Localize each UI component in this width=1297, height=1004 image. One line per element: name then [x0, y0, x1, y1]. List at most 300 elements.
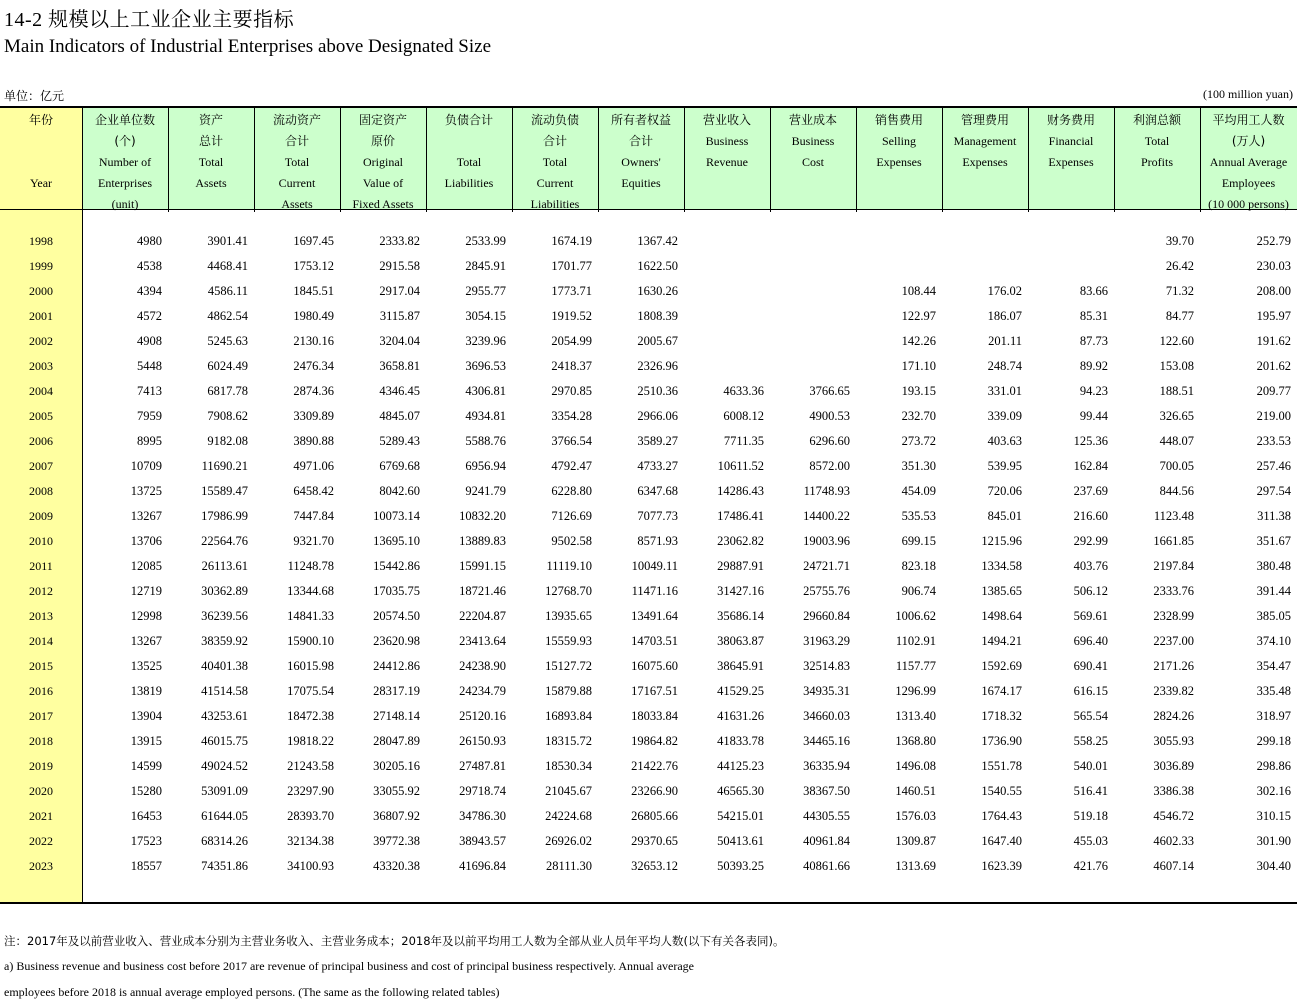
- table-cell: 5245.63: [207, 334, 248, 348]
- table-cell: 19003.96: [803, 534, 850, 548]
- column-header: [0, 110, 82, 210]
- table-cell: 699.15: [901, 534, 936, 548]
- table-cell: 13344.68: [287, 584, 334, 598]
- table-cell: 310.15: [1256, 809, 1291, 823]
- table-cell: 24224.68: [545, 809, 592, 823]
- year-cell: 2019: [29, 759, 53, 773]
- table-cell: 1215.96: [981, 534, 1022, 548]
- column-header-line: [426, 131, 512, 152]
- table-cell: 27487.81: [459, 759, 506, 773]
- table-cell: 17523: [130, 834, 162, 848]
- column-header-line: Year: [29, 176, 53, 190]
- table-cell: 46015.75: [201, 734, 248, 748]
- table-cell: 50413.61: [717, 834, 764, 848]
- table-cell: 1808.39: [637, 309, 678, 323]
- table-cell: 9182.08: [207, 434, 248, 448]
- table-cell: 191.62: [1256, 334, 1291, 348]
- table-cell: 38943.57: [459, 834, 506, 848]
- column-header-line: Selling: [881, 134, 916, 148]
- table-cell: 9321.70: [293, 534, 334, 548]
- table-cell: 6769.68: [379, 459, 420, 473]
- table-cell: 4572: [137, 309, 162, 323]
- table-cell: 403.63: [987, 434, 1022, 448]
- table-cell: 4306.81: [465, 384, 506, 398]
- table-cell: 40961.84: [803, 834, 850, 848]
- table-cell: 29718.74: [459, 784, 506, 798]
- column-header-line: 资产: [198, 113, 223, 127]
- table-cell: 1102.91: [895, 634, 936, 648]
- table-cell: 26926.02: [545, 834, 592, 848]
- table-cell: 14841.33: [287, 609, 334, 623]
- table-cell: 3766.65: [809, 384, 850, 398]
- table-cell: 22204.87: [459, 609, 506, 623]
- column-header-line: Cost: [801, 155, 824, 169]
- table-cell: 4980: [137, 234, 162, 248]
- column-header-line: 营业成本: [788, 113, 837, 127]
- table-cell: 15589.47: [201, 484, 248, 498]
- table-cell: 1313.69: [895, 859, 936, 873]
- table-row: [0, 829, 1297, 854]
- table-cell: 15991.15: [459, 559, 506, 573]
- table-cell: 391.44: [1256, 584, 1291, 598]
- table-cell: 1494.21: [981, 634, 1022, 648]
- column-header-line: 年份: [28, 113, 53, 127]
- table-cell: 13725: [130, 484, 162, 498]
- table-cell: 39.70: [1165, 234, 1194, 248]
- table-row: [0, 729, 1297, 754]
- table-cell: 28393.70: [287, 809, 334, 823]
- column-header: [1114, 110, 1200, 210]
- table-row: [0, 429, 1297, 454]
- column-divider: [82, 106, 83, 904]
- column-header-line: 负债合计: [444, 113, 493, 127]
- table-cell: 2533.99: [465, 234, 506, 248]
- table-cell: 3239.96: [465, 334, 506, 348]
- table-cell: 28111.30: [546, 859, 592, 873]
- year-cell: 2008: [29, 484, 53, 498]
- column-header-line: (个): [114, 134, 136, 148]
- table-cell: 41631.26: [717, 709, 764, 723]
- column-header-line: Value of: [362, 176, 404, 190]
- table-cell: 1736.90: [981, 734, 1022, 748]
- table-cell: 11248.78: [287, 559, 334, 573]
- table-cell: 506.12: [1073, 584, 1108, 598]
- table-cell: 230.03: [1256, 259, 1291, 273]
- table-cell: 7413: [137, 384, 162, 398]
- table-cell: 13267: [130, 509, 162, 523]
- table-cell: 21045.67: [545, 784, 592, 798]
- table-cell: 17167.51: [631, 684, 678, 698]
- table-cell: 4908: [137, 334, 162, 348]
- table-cell: 5588.76: [465, 434, 506, 448]
- table-cell: 299.18: [1256, 734, 1291, 748]
- table-cell: 2917.04: [379, 284, 420, 298]
- column-header: [168, 110, 254, 210]
- table-cell: 1674.17: [981, 684, 1022, 698]
- column-header: [1200, 110, 1297, 210]
- table-cell: 25755.76: [803, 584, 850, 598]
- table-cell: 209.77: [1256, 384, 1291, 398]
- table-cell: 7959: [137, 409, 162, 423]
- table-cell: 1773.71: [551, 284, 592, 298]
- table-cell: 13915: [130, 734, 162, 748]
- table-cell: 297.54: [1256, 484, 1291, 498]
- column-header-line: Expenses: [876, 155, 922, 169]
- year-cell: 2013: [29, 609, 53, 623]
- table-row: [0, 529, 1297, 554]
- column-header-line: Business: [791, 134, 835, 148]
- table-cell: 35686.14: [717, 609, 764, 623]
- column-header-line: 合计: [284, 134, 309, 148]
- table-cell: 201.62: [1256, 359, 1291, 373]
- table-cell: 14599: [130, 759, 162, 773]
- table-cell: 4394: [137, 284, 162, 298]
- column-header: [942, 110, 1028, 210]
- column-header-line: 总计: [198, 134, 223, 148]
- table-cell: 32134.38: [287, 834, 334, 848]
- table-cell: 83.66: [1079, 284, 1108, 298]
- table-cell: 6956.94: [465, 459, 506, 473]
- table-cell: 41833.78: [717, 734, 764, 748]
- table-row: [0, 579, 1297, 604]
- table-row: [0, 779, 1297, 804]
- table-cell: 3204.04: [379, 334, 420, 348]
- table-row: [0, 704, 1297, 729]
- table-cell: 13889.83: [459, 534, 506, 548]
- table-cell: 1919.52: [551, 309, 592, 323]
- table-cell: 558.25: [1073, 734, 1108, 748]
- footnote-cn: 注：2017年及以前营业收入、营业成本分别为主营业务收入、主营业务成本；2018年及以前平均用工人数为全部从业人员年平均人数(以下有关各表同)。: [4, 934, 785, 948]
- table-cell: 6024.49: [207, 359, 248, 373]
- table-cell: 9241.79: [465, 484, 506, 498]
- table-row: [0, 229, 1297, 254]
- table-cell: 2476.34: [293, 359, 334, 373]
- table-row: [0, 329, 1297, 354]
- table-cell: 216.60: [1073, 509, 1108, 523]
- table-cell: 2328.99: [1153, 609, 1194, 623]
- column-header-line: 财务费用: [1046, 113, 1095, 127]
- year-cell: 1998: [29, 234, 53, 248]
- table-cell: 44305.55: [803, 809, 850, 823]
- table-cell: 4546.72: [1153, 809, 1194, 823]
- table-cell: 18315.72: [545, 734, 592, 748]
- table-cell: 10709: [130, 459, 162, 473]
- table-cell: 519.18: [1073, 809, 1108, 823]
- table-row: [0, 504, 1297, 529]
- table-row: [0, 554, 1297, 579]
- year-cell: 2009: [29, 509, 53, 523]
- column-header-line: Equities: [621, 176, 661, 190]
- table-row: [0, 479, 1297, 504]
- column-header-line: 销售费用: [874, 113, 923, 127]
- table-cell: 208.00: [1256, 284, 1291, 298]
- table-cell: 7447.84: [293, 509, 334, 523]
- column-header-line: 所有者权益: [610, 113, 671, 127]
- year-cell: 2012: [29, 584, 53, 598]
- table-cell: 2955.77: [465, 284, 506, 298]
- table-cell: 34100.93: [287, 859, 334, 873]
- table-cell: 13695.10: [373, 534, 420, 548]
- table-cell: 43320.38: [373, 859, 420, 873]
- column-header-line: Owners': [621, 155, 661, 169]
- table-cell: 3354.28: [551, 409, 592, 423]
- column-header-line: (10 000 persons): [1208, 197, 1289, 211]
- table-cell: 195.97: [1256, 309, 1291, 323]
- table-cell: 302.16: [1256, 784, 1291, 798]
- table-cell: 71.32: [1165, 284, 1194, 298]
- column-header-line: Employees: [1221, 176, 1276, 190]
- table-cell: 31963.29: [803, 634, 850, 648]
- table-cell: 2874.36: [293, 384, 334, 398]
- table-cell: 38063.87: [717, 634, 764, 648]
- table-cell: 24234.79: [459, 684, 506, 698]
- table-cell: 4934.81: [465, 409, 506, 423]
- column-header-line: Expenses: [1048, 155, 1094, 169]
- year-cell: 2004: [29, 384, 53, 398]
- table-cell: 16453: [130, 809, 162, 823]
- table-row: [0, 254, 1297, 279]
- table-cell: 1718.32: [981, 709, 1022, 723]
- table-cell: 4538: [137, 259, 162, 273]
- table-cell: 2966.06: [637, 409, 678, 423]
- table-cell: 311.38: [1257, 509, 1291, 523]
- column-header-line: 利润总额: [1132, 113, 1181, 127]
- column-header-line: Annual Average: [1209, 155, 1288, 169]
- table-row: [0, 404, 1297, 429]
- column-header: [1028, 110, 1114, 210]
- table-cell: 87.73: [1079, 334, 1108, 348]
- table-cell: 1592.69: [981, 659, 1022, 673]
- table-cell: 23266.90: [631, 784, 678, 798]
- column-header-line: Total: [284, 155, 310, 169]
- column-header: [82, 110, 168, 210]
- table-cell: 2171.26: [1153, 659, 1194, 673]
- column-header: [340, 110, 426, 210]
- table-cell: 1123.48: [1153, 509, 1194, 523]
- table-cell: 19864.82: [631, 734, 678, 748]
- table-cell: 11748.93: [803, 484, 850, 498]
- table-cell: 26.42: [1165, 259, 1194, 273]
- column-header-line: Profits: [1140, 155, 1173, 169]
- indicators-table: [0, 106, 1297, 904]
- table-cell: 700.05: [1159, 459, 1194, 473]
- year-cell: 2021: [29, 809, 53, 823]
- table-cell: 354.47: [1256, 659, 1291, 673]
- table-cell: 41529.25: [717, 684, 764, 698]
- table-cell: 1460.51: [895, 784, 936, 798]
- table-cell: 12085: [130, 559, 162, 573]
- table-cell: 1368.80: [895, 734, 936, 748]
- column-header-line: 流动资产: [272, 113, 321, 127]
- table-cell: 4607.14: [1153, 859, 1194, 873]
- table-cell: 34935.31: [803, 684, 850, 698]
- table-cell: 13706: [130, 534, 162, 548]
- table-cell: 6228.80: [551, 484, 592, 498]
- table-cell: 455.03: [1073, 834, 1108, 848]
- year-cell: 2002: [29, 334, 53, 348]
- footnote-en-line-1: a) Business revenue and business cost before 2017 are revenue of principal business and cost of principal business respectively. Annual average: [4, 959, 695, 973]
- column-header: [684, 110, 770, 210]
- table-cell: 232.70: [901, 409, 936, 423]
- table-cell: 237.69: [1073, 484, 1108, 498]
- table-cell: 1385.65: [981, 584, 1022, 598]
- column-header-line: 合计: [628, 134, 653, 148]
- column-header-line: Enterprises: [98, 176, 152, 190]
- table-cell: 19818.22: [287, 734, 334, 748]
- table-cell: 32514.83: [803, 659, 850, 673]
- table-cell: 186.07: [987, 309, 1022, 323]
- column-header-line: 平均用工人数: [1212, 113, 1285, 127]
- table-cell: 26150.93: [459, 734, 506, 748]
- table-cell: 1496.08: [895, 759, 936, 773]
- table-cell: 2824.26: [1153, 709, 1194, 723]
- table-cell: 17035.75: [373, 584, 420, 598]
- table-cell: 36335.94: [803, 759, 850, 773]
- table-cell: 9502.58: [551, 534, 592, 548]
- table-cell: 616.15: [1073, 684, 1108, 698]
- table-cell: 33055.92: [373, 784, 420, 798]
- table-cell: 188.51: [1159, 384, 1194, 398]
- table-cell: 4971.06: [293, 459, 334, 473]
- year-cell: 2017: [29, 709, 53, 723]
- table-cell: 292.99: [1073, 534, 1108, 548]
- table-cell: 13267: [130, 634, 162, 648]
- table-cell: 233.53: [1256, 434, 1291, 448]
- table-cell: 38645.91: [717, 659, 764, 673]
- table-cell: 304.40: [1256, 859, 1291, 873]
- table-cell: 12719: [130, 584, 162, 598]
- table-cell: 13904: [130, 709, 162, 723]
- table-cell: 3901.41: [207, 234, 248, 248]
- table-cell: 3658.81: [379, 359, 420, 373]
- column-header: [598, 110, 684, 210]
- table-cell: 4602.33: [1153, 834, 1194, 848]
- table-cell: 2915.58: [379, 259, 420, 273]
- table-cell: 13525: [130, 659, 162, 673]
- table-cell: 11690.21: [201, 459, 248, 473]
- table-cell: 1622.50: [637, 259, 678, 273]
- table-cell: 18557: [130, 859, 162, 873]
- table-cell: 6008.12: [723, 409, 764, 423]
- table-cell: 22564.76: [201, 534, 248, 548]
- year-cell: 2003: [29, 359, 53, 373]
- table-cell: 565.54: [1073, 709, 1108, 723]
- table-cell: 23297.90: [287, 784, 334, 798]
- table-row: [0, 754, 1297, 779]
- table-cell: 454.09: [901, 484, 936, 498]
- table-cell: 54215.01: [717, 809, 764, 823]
- column-header-line: Current: [278, 176, 316, 190]
- table-cell: 38367.50: [803, 784, 850, 798]
- table-cell: 17986.99: [201, 509, 248, 523]
- table-cell: 2326.96: [637, 359, 678, 373]
- table-cell: 2130.16: [293, 334, 334, 348]
- table-cell: 273.72: [901, 434, 936, 448]
- table-cell: 21243.58: [287, 759, 334, 773]
- table-cell: 15879.88: [545, 684, 592, 698]
- table-cell: 28317.19: [373, 684, 420, 698]
- table-row: [0, 304, 1297, 329]
- table-cell: 1551.78: [981, 759, 1022, 773]
- column-header-line: 固定资产: [358, 113, 407, 127]
- table-cell: 335.48: [1256, 684, 1291, 698]
- table-cell: 24238.90: [459, 659, 506, 673]
- table-cell: 11119.10: [546, 559, 592, 573]
- table-cell: 3890.88: [293, 434, 334, 448]
- column-header-line: 营业收入: [702, 113, 751, 127]
- table-cell: 13819: [130, 684, 162, 698]
- year-cell: 2015: [29, 659, 53, 673]
- column-header-line: (万人): [1231, 134, 1266, 148]
- table-cell: 1630.26: [637, 284, 678, 298]
- year-cell: 2007: [29, 459, 53, 473]
- column-header-line: Revenue: [706, 155, 748, 169]
- table-cell: 7711.35: [723, 434, 764, 448]
- table-cell: 351.30: [901, 459, 936, 473]
- year-cell: 2001: [29, 309, 53, 323]
- year-cell: 1999: [29, 259, 53, 273]
- column-header: [856, 110, 942, 210]
- table-cell: 14703.51: [631, 634, 678, 648]
- table-cell: 10832.20: [459, 509, 506, 523]
- column-header-line: Fixed Assets: [352, 197, 414, 211]
- year-cell: 2018: [29, 734, 53, 748]
- table-cell: 1576.03: [895, 809, 936, 823]
- table-cell: 40401.38: [201, 659, 248, 673]
- table-row: [0, 654, 1297, 679]
- table-row: [0, 854, 1297, 879]
- table-cell: 8995: [137, 434, 162, 448]
- table-cell: 4845.07: [379, 409, 420, 423]
- table-cell: 6817.78: [207, 384, 248, 398]
- table-cell: 3309.89: [293, 409, 334, 423]
- table-cell: 3055.93: [1153, 734, 1194, 748]
- table-cell: 1313.40: [895, 709, 936, 723]
- table-cell: 1764.43: [981, 809, 1022, 823]
- column-header-line: [0, 131, 82, 152]
- table-cell: 162.84: [1073, 459, 1108, 473]
- table-cell: 1498.64: [981, 609, 1022, 623]
- table-cell: 219.00: [1256, 409, 1291, 423]
- column-header-line: Original: [363, 155, 403, 169]
- column-header: [512, 110, 598, 210]
- table-cell: 46565.30: [717, 784, 764, 798]
- table-cell: 4900.53: [809, 409, 850, 423]
- table-cell: 18033.84: [631, 709, 678, 723]
- table-cell: 1647.40: [981, 834, 1022, 848]
- table-cell: 44125.23: [717, 759, 764, 773]
- table-bottom-rule: [0, 902, 1297, 904]
- table-cell: 17486.41: [717, 509, 764, 523]
- table-cell: 906.74: [901, 584, 936, 598]
- table-header: [0, 106, 1297, 210]
- column-header-line: 合计: [542, 134, 567, 148]
- table-cell: 8571.93: [637, 534, 678, 548]
- table-cell: 4468.41: [207, 259, 248, 273]
- table-cell: 30362.89: [201, 584, 248, 598]
- unit-label-en: (100 million yuan): [1203, 87, 1293, 101]
- table-cell: 84.77: [1165, 309, 1194, 323]
- column-header-line: [0, 152, 82, 173]
- table-cell: 3115.87: [379, 309, 420, 323]
- table-cell: 34465.16: [803, 734, 850, 748]
- table-cell: 2418.37: [551, 359, 592, 373]
- table-cell: 50393.25: [717, 859, 764, 873]
- table-cell: 690.41: [1073, 659, 1108, 673]
- table-cell: 339.09: [987, 409, 1022, 423]
- column-header-line: 原价: [370, 134, 395, 148]
- table-cell: 18721.46: [459, 584, 506, 598]
